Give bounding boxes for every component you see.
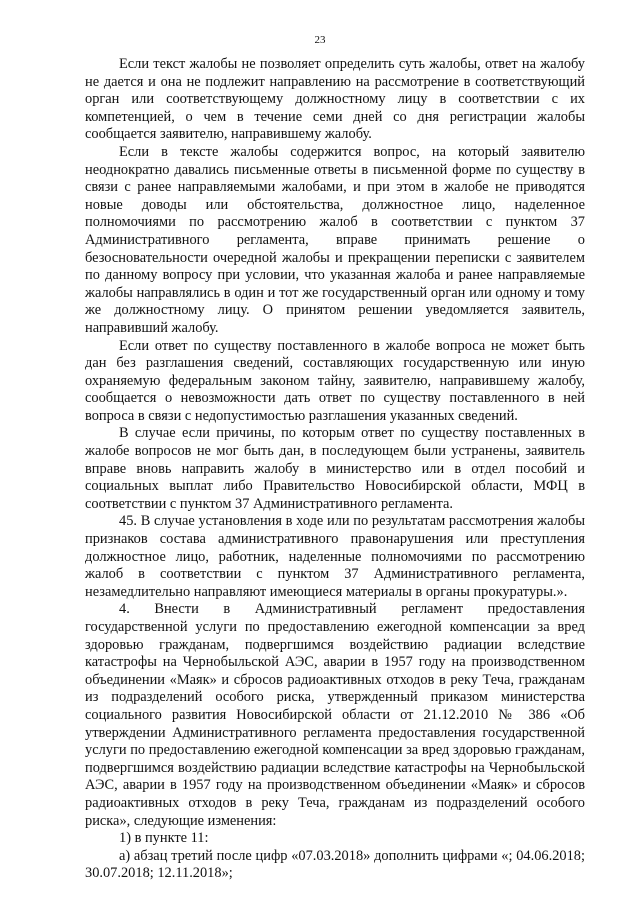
document-body: [85, 56, 585, 883]
paragraph: 1) в пункте 11:: [119, 830, 209, 847]
paragraph: а) абзац третий после цифр «07.03.2018» дополнить цифрами «; 04.06.2018; 30.07.2018; 12.11.2018»;: [85, 847, 585, 882]
paragraph: 45. В случае установления в ходе или по результатам рассмотрения жалобы признаков состава административного правонарушения или преступления должностное лицо, работник, наделенные полномочиями по рассмотрению жалоб в соответствии с пунктом 37 Административного регламента, незамедлительно направляют имеющиеся материалы в органы прокуратуры.».: [85, 513, 585, 600]
paragraph: Если в тексте жалобы содержится вопрос, на который заявителю неоднократно давались письменные ответы в письменной форме по существу в связи с ранее направляемыми жалобами, и при этом в жалобе не приводятся новые доводы или обстоятельства, должностное лицо, наделенное полномочиями по рассмотрению жалоб в соответствии с пунктом 37 Административного регламента, вправе принимать решение о безосновательности очередной жалобы и прекращении переписки с заявителем по данному вопросу при условии, что указанная жалоба и ранее направляемые жалобы направлялись в один и тот же государственный орган или одному и тому же должностному лицу. О принятом решении уведомляется заявитель, направивший жалобу.: [85, 143, 585, 336]
paragraph: Если ответ по существу поставленного в жалобе вопроса не может быть дан без разглашения сведений, составляющих государственную или иную охраняемую федеральным законом тайну, заявителю, направившему жалобу, сообщается о невозможности дать ответ по существу поставленного в ней вопроса в связи с недопустимостью разглашения указанных сведений.: [85, 337, 585, 424]
paragraph: Если текст жалобы не позволяет определить суть жалобы, ответ на жалобу не дается и она не подлежит направлению на рассмотрение в соответствующий орган или соответствующему должностному лицу в соответствии с их компетенцией, о чем в течение семи дней со дня регистрации жалобы сообщается заявителю, направившему жалобу.: [85, 56, 585, 143]
page-number: 23: [314, 34, 326, 46]
paragraph: В случае если причины, по которым ответ по существу поставленных в жалобе вопросов не мог быть дан, в последующем были устранены, заявитель вправе вновь направить жалобу в министерство или в отдел пособий и социальных выплат либо Правительство Новосибирской области, МФЦ в соответствии с пунктом 37 Административного регламента.: [85, 425, 585, 512]
paragraph: 4. Внести в Административный регламент предоставления государственной услуги по предоставлению ежегодной компенсации за вред здоровью гражданам, подвергшимся воздействию радиации вследствие катастрофы на Чернобыльской АЭС, аварии в 1957 году на производственном объединении «Маяк» и сбросов радиоактивных отходов в реку Теча, гражданам из подразделений особого риска, утвержденный приказом министерства социального развития Новосибирской области от 21.12.2010 № 386 «Об утверждении Административного регламента предоставления государственной услуги по предоставлению ежегодной компенсации за вред здоровью гражданам, подвергшимся воздействию радиации вследствие катастрофы на Чернобыльской АЭС, аварии в 1957 году на производственном объединении «Маяк» и сбросов радиоактивных отходов в реку Теча, гражданам из подразделений особого риска», следующие изменения:: [85, 601, 585, 829]
